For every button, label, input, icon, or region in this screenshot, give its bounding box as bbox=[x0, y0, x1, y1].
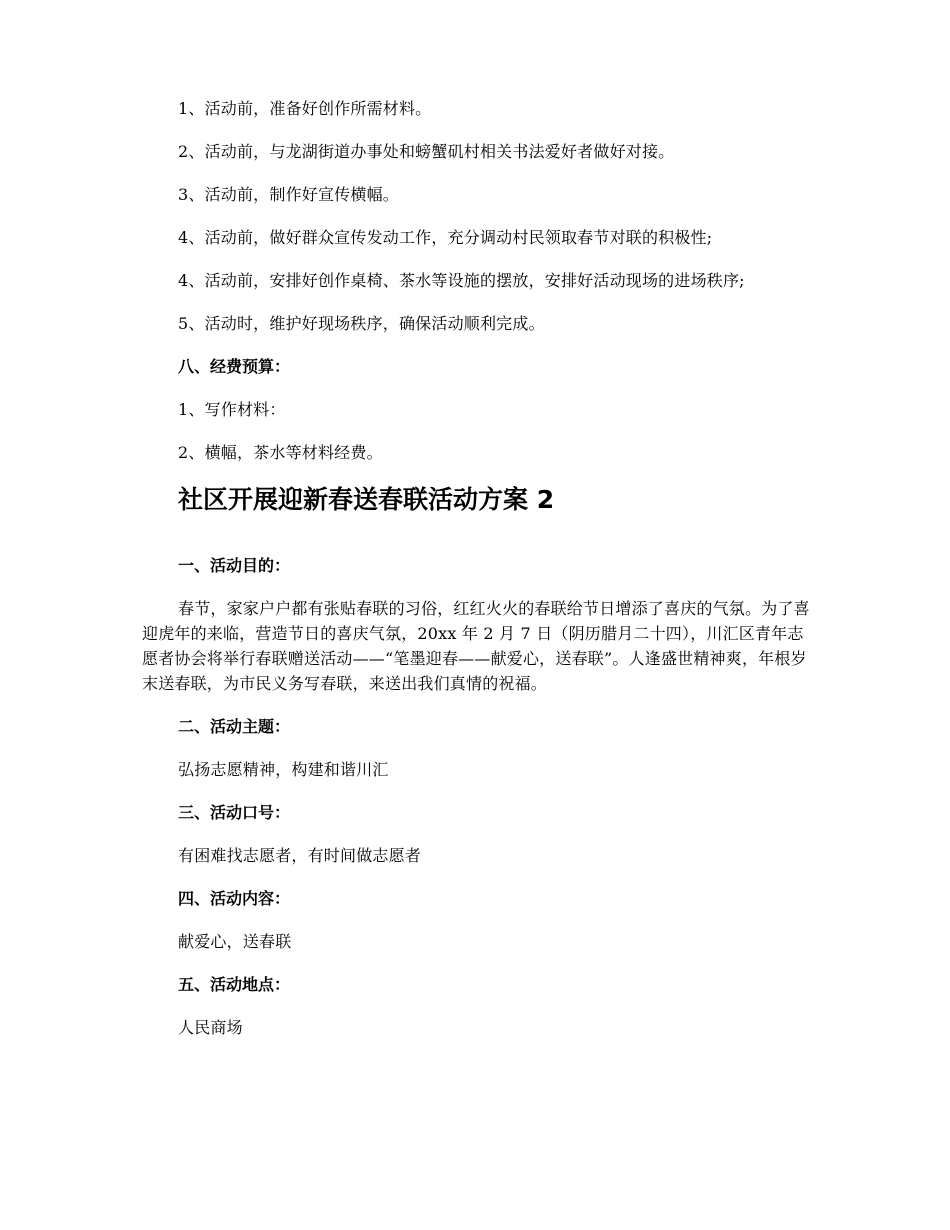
list-item: 1、活动前，准备好创作所需材料。 bbox=[178, 99, 432, 118]
slogan-heading: 三、活动口号： bbox=[178, 803, 291, 822]
list-item: 4、活动前，做好群众宣传发动工作，充分调动村民领取春节对联的积极性; bbox=[178, 228, 713, 247]
list-item: 2、活动前，与龙湖街道办事处和螃蟹矶村相关书法爱好者做好对接。 bbox=[178, 142, 675, 161]
purpose-heading: 一、活动目的： bbox=[178, 556, 291, 575]
list-item: 3、活动前，制作好宣传横幅。 bbox=[178, 185, 399, 204]
list-item: 4、活动前，安排好创作桌椅、茶水等设施的摆放，安排好活动现场的进场秩序; bbox=[178, 271, 745, 290]
document-page bbox=[142, 96, 810, 1058]
slogan-text: 有困难找志愿者，有时间做志愿者 bbox=[178, 846, 422, 865]
purpose-text: 春节，家家户户都有张贴春联的习俗，红红火火的春联给节日增添了喜庆的气氛。为了喜迎虎年的来临，营造节日的喜庆气氛，20xx 年 2 月 7 日（阴历腊月二十四），川汇区青年志愿者协会将举行春联赠送活动——“笔墨迎春——献爱心，送春联”。人逢盛世精神爽，年根岁末送春联，为市民义务写春联，来送出我们真情的祝福。 bbox=[142, 599, 810, 693]
location-text: 人民商场 bbox=[178, 1018, 243, 1037]
budget-item: 1、写作材料： bbox=[178, 400, 286, 419]
content-text: 献爱心，送春联 bbox=[178, 932, 292, 951]
list-item: 5、活动时，维护好现场秩序，确保活动顺利完成。 bbox=[178, 314, 545, 333]
content-heading: 四、活动内容： bbox=[178, 889, 291, 908]
theme-heading: 二、活动主题： bbox=[178, 717, 291, 736]
section-title: 社区开展迎新春送春联活动方案 2 bbox=[178, 485, 555, 514]
theme-text: 弘扬志愿精神，构建和谐川汇 bbox=[178, 760, 389, 779]
budget-item: 2、横幅，茶水等材料经费。 bbox=[178, 443, 383, 462]
location-heading: 五、活动地点： bbox=[178, 975, 291, 994]
budget-heading: 八、经费预算： bbox=[178, 357, 291, 376]
